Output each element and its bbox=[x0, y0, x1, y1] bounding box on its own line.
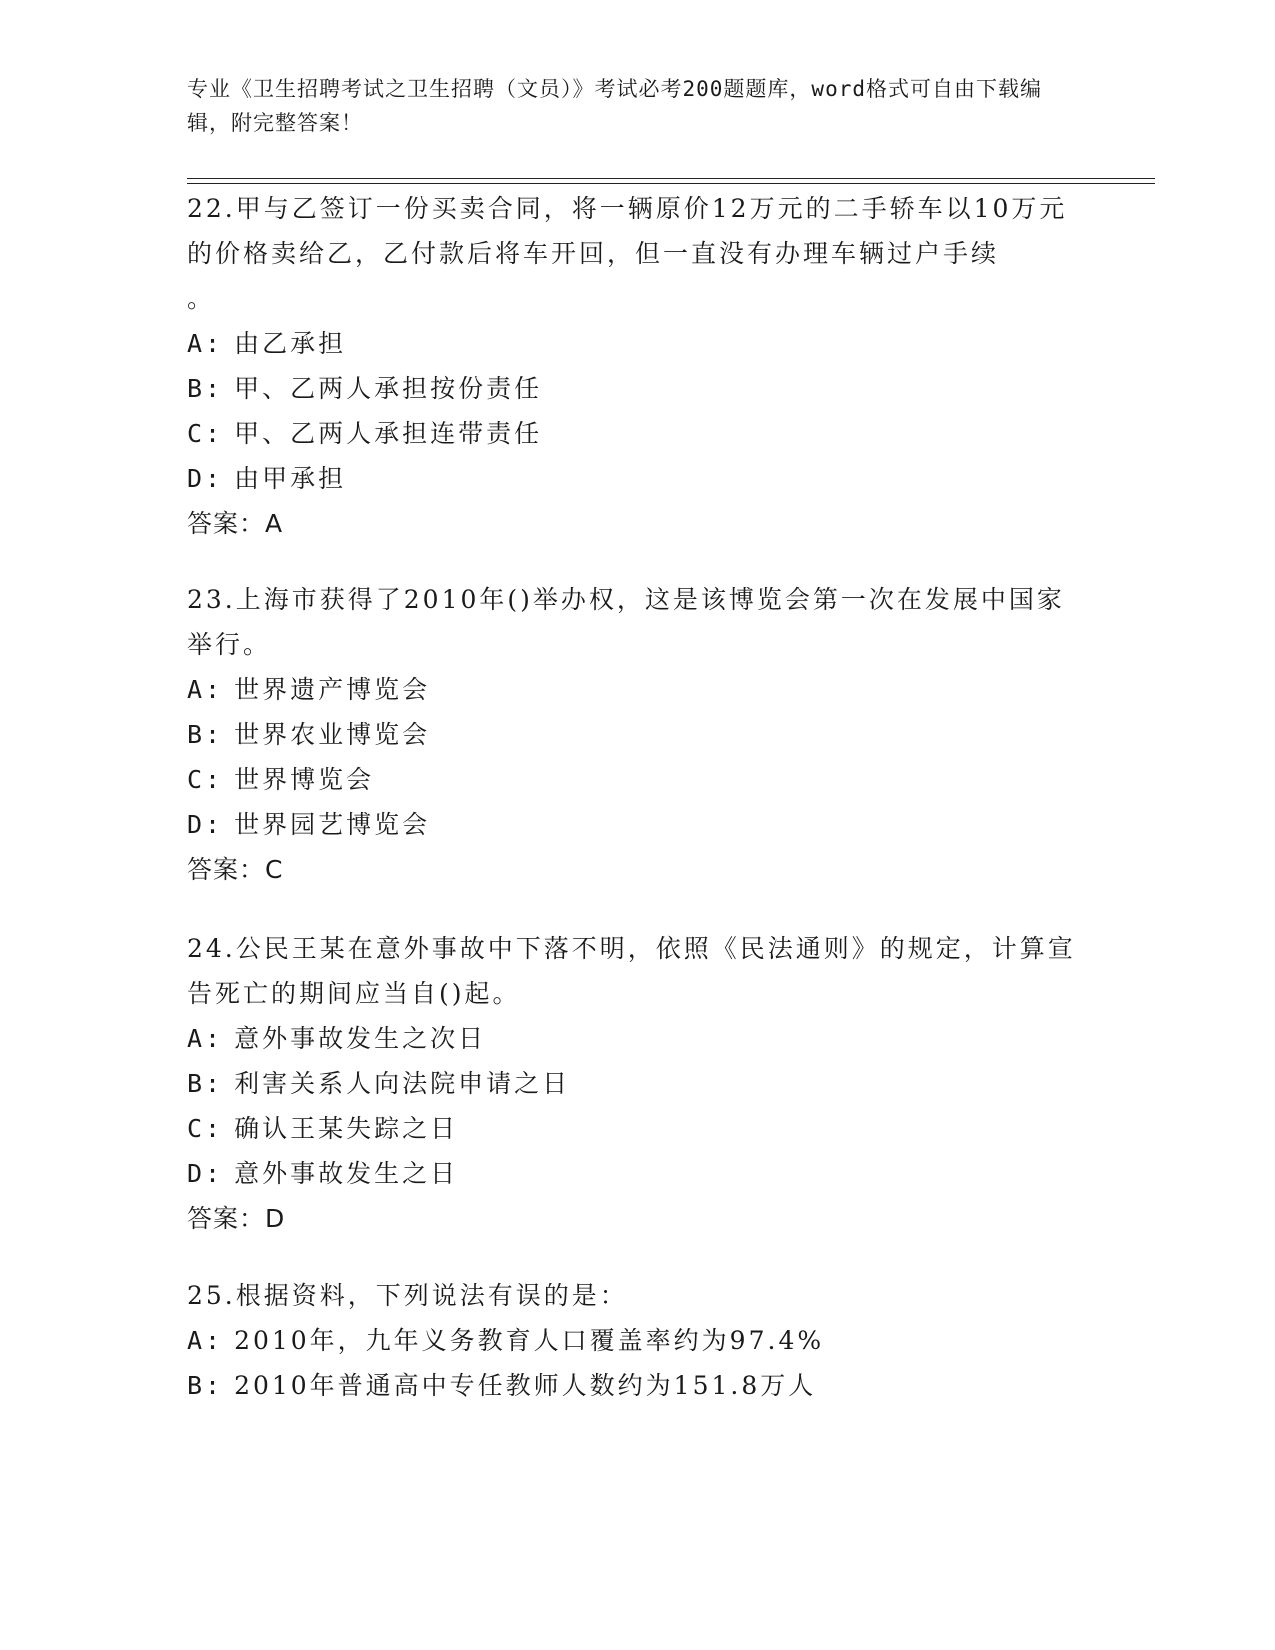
question-stem: 24.公民王某在意外事故中下落不明，依照《民法通则》的规定，计算宣告死亡的期间应当自()起。 bbox=[187, 934, 1076, 1008]
answer-line: 答案：D bbox=[187, 1204, 286, 1233]
option-c: C: 确认王某失踪之日 bbox=[187, 1114, 459, 1143]
option-c: C: 甲、乙两人承担连带责任 bbox=[187, 419, 543, 448]
option-list bbox=[187, 1318, 1087, 1408]
option-a: A: 世界遗产博览会 bbox=[187, 675, 431, 704]
option-list bbox=[187, 321, 1087, 501]
answer-line: 答案：A bbox=[187, 509, 284, 538]
question-stem: 23.上海市获得了2010年()举办权，这是该博览会第一次在发展中国家举行。 bbox=[187, 585, 1065, 659]
answer-line: 答案：C bbox=[187, 855, 284, 884]
option-c: C: 世界博览会 bbox=[187, 765, 375, 794]
option-a: A: 意外事故发生之次日 bbox=[187, 1024, 487, 1053]
question-22 bbox=[187, 186, 1087, 546]
header-rule-top bbox=[187, 178, 1155, 179]
question-stem-tail: 。 bbox=[187, 284, 213, 313]
option-d: D: 世界园艺博览会 bbox=[187, 810, 431, 839]
question-25 bbox=[187, 1273, 1087, 1408]
option-d: D: 意外事故发生之日 bbox=[187, 1159, 459, 1188]
question-stem: 22.甲与乙签订一份买卖合同，将一辆原价12万元的二手轿车以10万元的价格卖给乙，乙付款后将车开回，但一直没有办理车辆过户手续 bbox=[187, 194, 1068, 268]
option-a: A: 2010年，九年义务教育人口覆盖率约为97.4% bbox=[187, 1326, 825, 1355]
question-stem: 25.根据资料，下列说法有误的是： bbox=[187, 1281, 628, 1310]
option-list bbox=[187, 1016, 1087, 1196]
question-23 bbox=[187, 577, 1087, 892]
option-a: A: 由乙承担 bbox=[187, 329, 347, 358]
option-list bbox=[187, 667, 1087, 847]
header-rule-bottom bbox=[187, 183, 1155, 184]
option-d: D: 由甲承担 bbox=[187, 464, 347, 493]
question-24 bbox=[187, 926, 1087, 1241]
option-b: B: 世界农业博览会 bbox=[187, 720, 431, 749]
document-header: 专业《卫生招聘考试之卫生招聘（文员）》考试必考200题题库，word格式可自由下载编辑，附完整答案！ bbox=[187, 77, 1042, 135]
option-b: B: 甲、乙两人承担按份责任 bbox=[187, 374, 543, 403]
option-b: B: 利害关系人向法院申请之日 bbox=[187, 1069, 571, 1098]
option-b: B: 2010年普通高中专任教师人数约为151.8万人 bbox=[187, 1371, 817, 1400]
